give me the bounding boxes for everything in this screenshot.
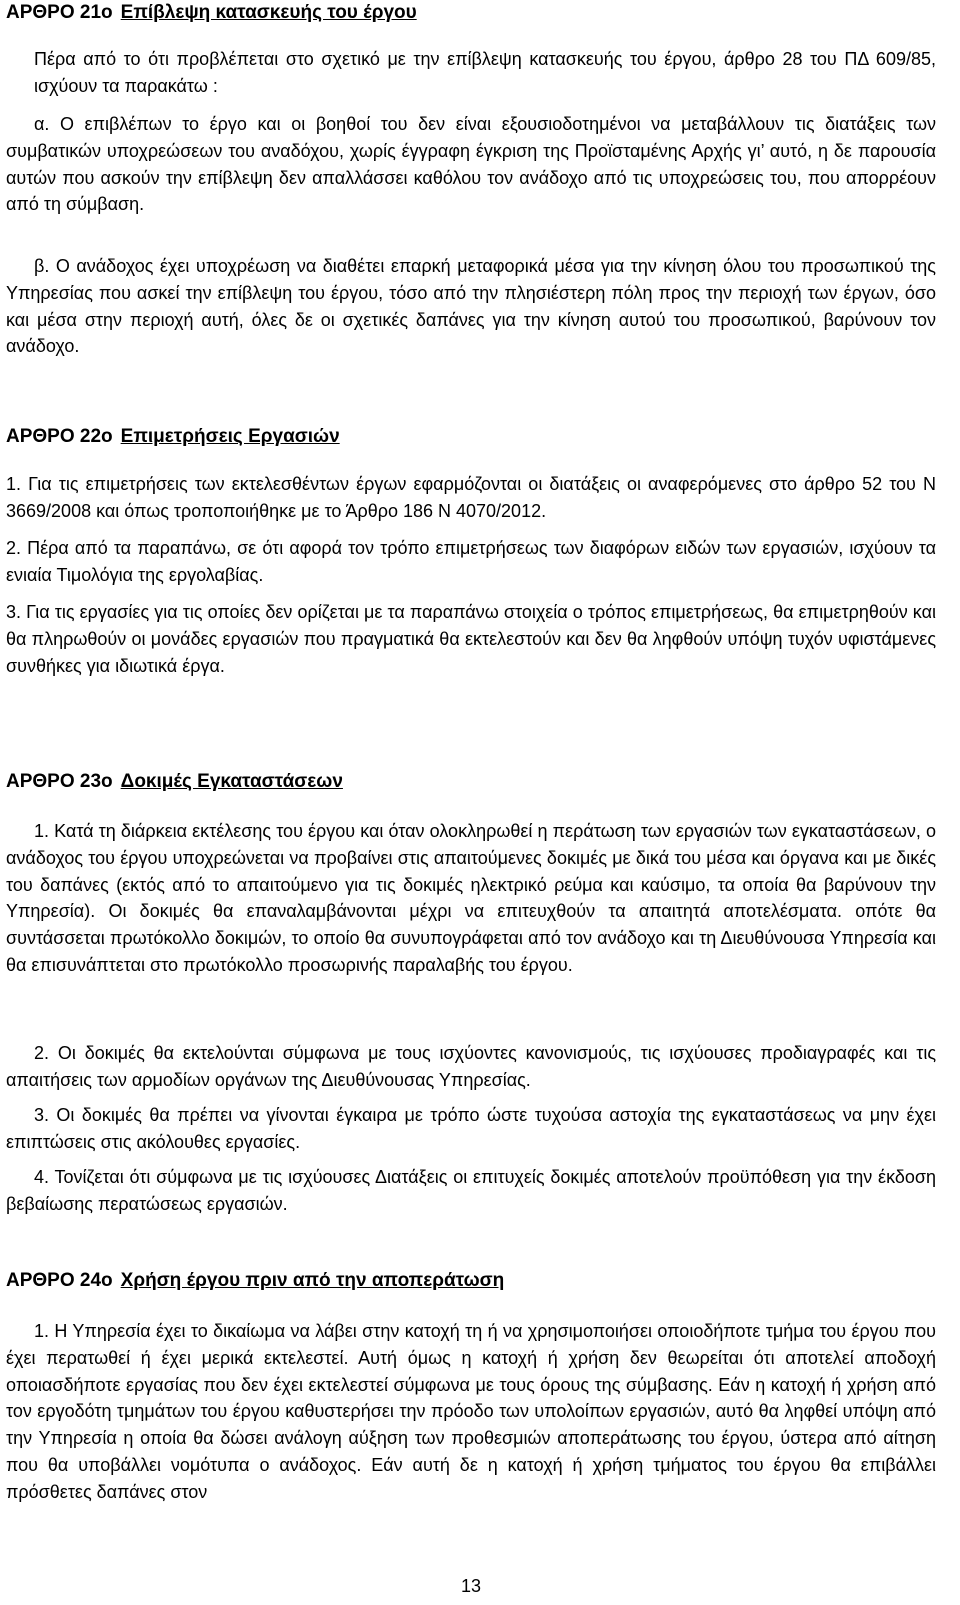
article-21 — [6, 1, 936, 25]
article-number: ΑΡΘΡΟ 22ο — [6, 426, 113, 447]
paragraph: 3. Οι δοκιμές θα πρέπει να γίνονται έγκαιρα με τρόπο ώστε τυχούσα αστοχία της εγκαταστάσεως να μην έχει επιπτώσεις στις ακόλουθες εργασίες. — [6, 1105, 936, 1152]
article-number: ΑΡΘΡΟ 24ο — [6, 1270, 113, 1291]
article-heading — [6, 425, 936, 449]
paragraph: 4. Τονίζεται ότι σύμφωνα με τις ισχύουσες Διατάξεις οι επιτυχείς δοκιμές αποτελούν προϋπόθεση για την έκδοση βεβαίωσης περατώσεως εργασιών. — [6, 1167, 936, 1214]
paragraph: 1. Κατά τη διάρκεια εκτέλεσης του έργου και όταν ολοκληρωθεί η περάτωση των εργασιών των εγκαταστάσεων, ο ανάδοχος του έργου υποχρεώνεται να προβαίνει στις απαιτούμενες δοκιμές με δικά του μέσα και όργανα και με δικές του δαπάνες (εκτός από το απαιτούμενο για τις δοκιμές ηλεκτρικό ρεύμα και καύσιμο, τα οποία θα βαρύνουν την Υπηρεσία). Οι δοκιμές θα επαναλαμβάνονται μέχρι να επιτευχθούν τα απαιτητά αποτελέσματα. οπότε θα συντάσσεται πρωτόκολλο δοκιμών, το οποίο θα συνυπογράφεται από τον ανάδοχο και τη Διευθύνουσα Υπηρεσία και θα επισυνάπτεται στο πρωτόκολλο προσωρινής παραλαβής του έργου. — [6, 821, 936, 975]
paragraph: 1. Η Υπηρεσία έχει το δικαίωμα να λάβει στην κατοχή τη ή να χρησιμοποιήσει οποιοδήποτε τμήμα του έργου που έχει περατωθεί ή έχει μερικά εκτελεστεί. Αυτή όμως η κατοχή ή χρήση δεν θεωρείται ότι αποτελεί αποδοχή οποιασδήποτε εργασίας που δεν έχει εκτελεστεί σύμφωνα με τους όρους της σύμβασης. Εάν η κατοχή ή χρήση από τον εργοδότη τμημάτων του έργου καθυστερήσει την πρόοδο των υπολοίπων εργασιών, αυτό θα ληφθεί υπόψη από την Υπηρεσία η οποία θα δώσει ανάλογη αύξηση των προθεσμιών αποπεράτωσης του έργου, ύστερα από αίτηση που θα υποβάλλει νομότυπα ο ανάδοχος. Εάν αυτή δε η κατοχή ή χρήση τμήματος του έργου θα επιβάλλει πρόσθετες δαπάνες στον — [6, 1321, 936, 1502]
article-number: ΑΡΘΡΟ 21ο — [6, 2, 113, 23]
paragraph: 2. Οι δοκιμές θα εκτελούνται σύμφωνα με τους ισχύοντες κανονισμούς, τις ισχύουσες προδιαγραφές και τις απαιτήσεις των αρμοδίων οργάνων της Διευθύνουσας Υπηρεσίας. — [6, 1043, 936, 1090]
paragraph: Πέρα από το ότι προβλέπεται στο σχετικό με την επίβλεψη κατασκευής του έργου, άρθρο 28 του ΠΔ 609/85, ισχύουν τα παρακάτω : — [34, 49, 936, 96]
article-22 — [6, 425, 936, 449]
page-number: 13 — [460, 1576, 482, 1596]
document-page — [6, 0, 936, 1605]
paragraph: α. Ο επιβλέπων το έργο και οι βοηθοί του δεν είναι εξουσιοδοτημένοι να μεταβάλλουν τις διατάξεις των συμβατικών υποχρεώσεων του αναδόχου, χωρίς έγγραφη έγκριση της Προϊσταμένης Αρχής γι’ αυτό, η δε παρουσία αυτών που ασκούν την επίβλεψη δεν απαλλάσσει καθόλου τον ανάδοχο από τις υποχρεώσεις του, που απορρέουν από τη σύμβαση. — [6, 114, 936, 215]
paragraph: 2. Πέρα από τα παραπάνω, σε ότι αφορά τον τρόπο επιμετρήσεως των διαφόρων ειδών των εργασιών, ισχύουν τα ενιαία Τιμολόγια της εργολαβίας. — [6, 538, 936, 585]
article-23 — [6, 770, 936, 794]
paragraph: 3. Για τις εργασίες για τις οποίες δεν ορίζεται με τα παραπάνω στοιχεία ο τρόπος επιμετρήσεως, θα επιμετρηθούν και θα πληρωθούν οι μονάδες εργασιών που πραγματικά θα εκτελεστούν και δεν θα ληφθούν υπόψη τυχόν υφιστάμενες συνθήκες για ιδιωτικά έργα. — [6, 602, 936, 676]
article-heading — [6, 1269, 936, 1293]
paragraph: β. Ο ανάδοχος έχει υποχρέωση να διαθέτει επαρκή μεταφορικά μέσα για την κίνηση όλου του προσωπικού της Υπηρεσίας που ασκεί την επίβλεψη του έργου, τόσο από την πλησιέστερη πόλη προς την περιοχή των έργων, όσο και μέσα στην περιοχή αυτή, όλες δε οι σχετικές δαπάνες για την κίνηση αυτού του προσωπικού, βαρύνουν τον ανάδοχο. — [6, 256, 936, 357]
article-title: Δοκιμές Εγκαταστάσεων — [120, 771, 343, 792]
article-title: Επιμετρήσεις Εργασιών — [120, 426, 340, 447]
article-24 — [6, 1269, 936, 1293]
article-number: ΑΡΘΡΟ 23ο — [6, 771, 113, 792]
article-heading — [6, 770, 936, 794]
paragraph: 1. Για τις επιμετρήσεις των εκτελεσθέντων έργων εφαρμόζονται οι διατάξεις οι αναφερόμενες στο άρθρο 52 του Ν 3669/2008 και όπως τροποποιήθηκε με το Άρθρο 186 Ν 4070/2012. — [6, 474, 936, 521]
article-title: Επίβλεψη κατασκευής του έργου — [120, 2, 417, 23]
article-title: Χρήση έργου πριν από την αποπεράτωση — [120, 1270, 505, 1291]
article-heading — [6, 1, 936, 25]
